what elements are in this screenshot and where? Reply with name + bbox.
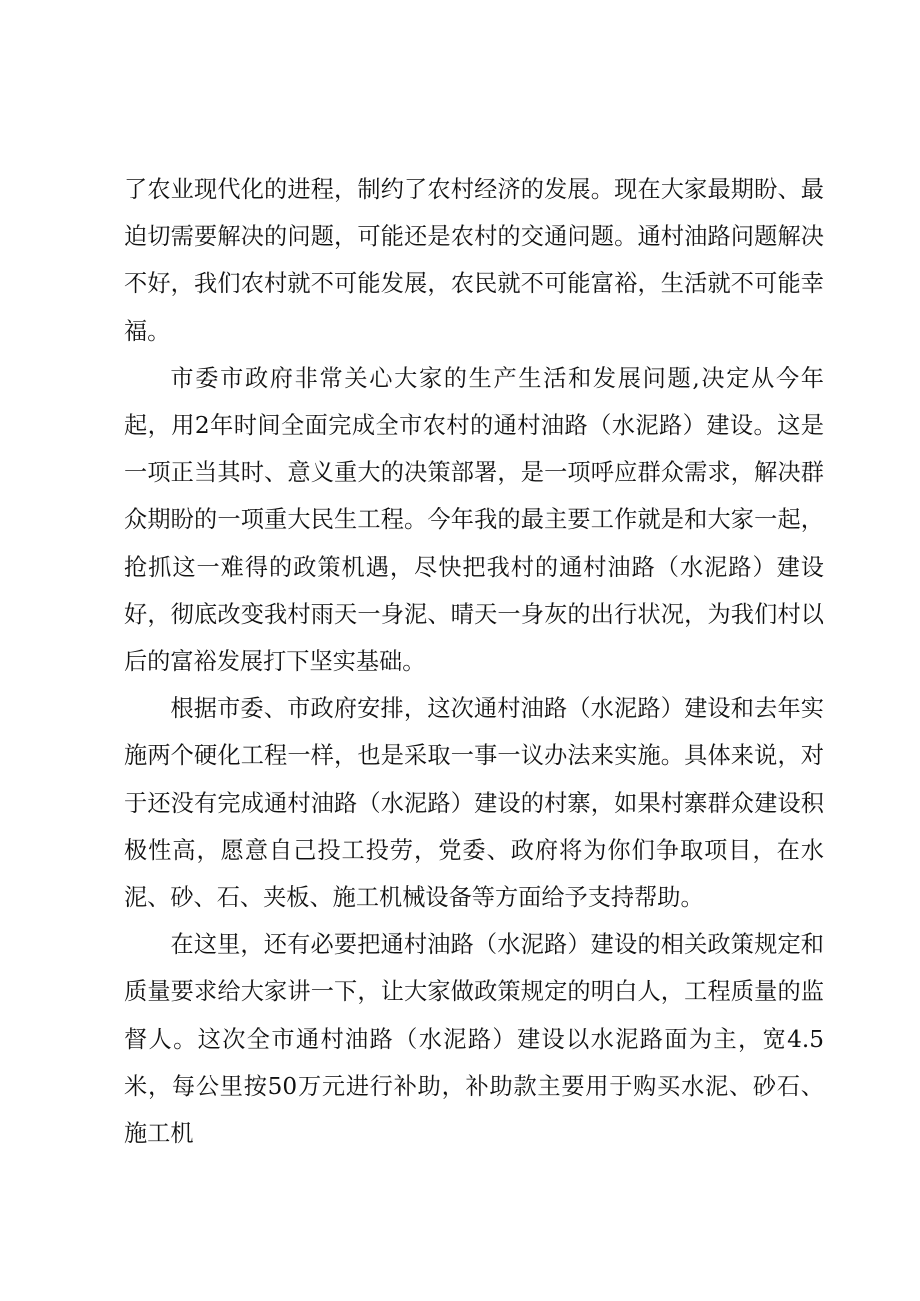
paragraph-3: 根据市委、市政府安排，这次通村油路（水泥路）建设和去年实施两个硬化工程一样，也是采取一事一议办法来实施。具体来说，对于还没有完成通村油路（水泥路）建设的村寨，如果村寨群众建设积极性高，愿意自己投工投劳，党委、政府将为你们争取项目，在水泥、砂、石、夹板、施工机械设备等方面给予支持帮助。 bbox=[124, 695, 824, 912]
paragraph-4: 在这里，还有必要把通村油路（水泥路）建设的相关政策规定和质量要求给大家讲一下，让大家做政策规定的明白人，工程质量的监督人。这次全市通村油路（水泥路）建设以水泥路面为主，宽4.5米，每公里按50万元进行补助，补助款主要用于购买水泥、砂石、施工机 bbox=[124, 931, 824, 1148]
paragraph-1: 了农业现代化的进程，制约了农村经济的发展。现在大家最期盼、最迫切需要解决的问题，可能还是农村的交通问题。通村油路问题解决不好，我们农村就不可能发展，农民就不可能富裕，生活就不可能幸福。 bbox=[124, 176, 824, 345]
document-body bbox=[124, 166, 824, 1157]
paragraph-2: 市委市政府非常关心大家的生产生活和发展问题,决定从今年起，用2年时间全面完成全市农村的通村油路（水泥路）建设。这是一项正当其时、意义重大的决策部署，是一项呼应群众需求，解决群众期盼的一项重大民生工程。今年我的最主要工作就是和大家一起，抢抓这一难得的政策机遇，尽快把我村的通村油路（水泥路）建设好，彻底改变我村雨天一身泥、晴天一身灰的出行状况，为我们村以后的富裕发展打下坚实基础。 bbox=[124, 364, 824, 676]
